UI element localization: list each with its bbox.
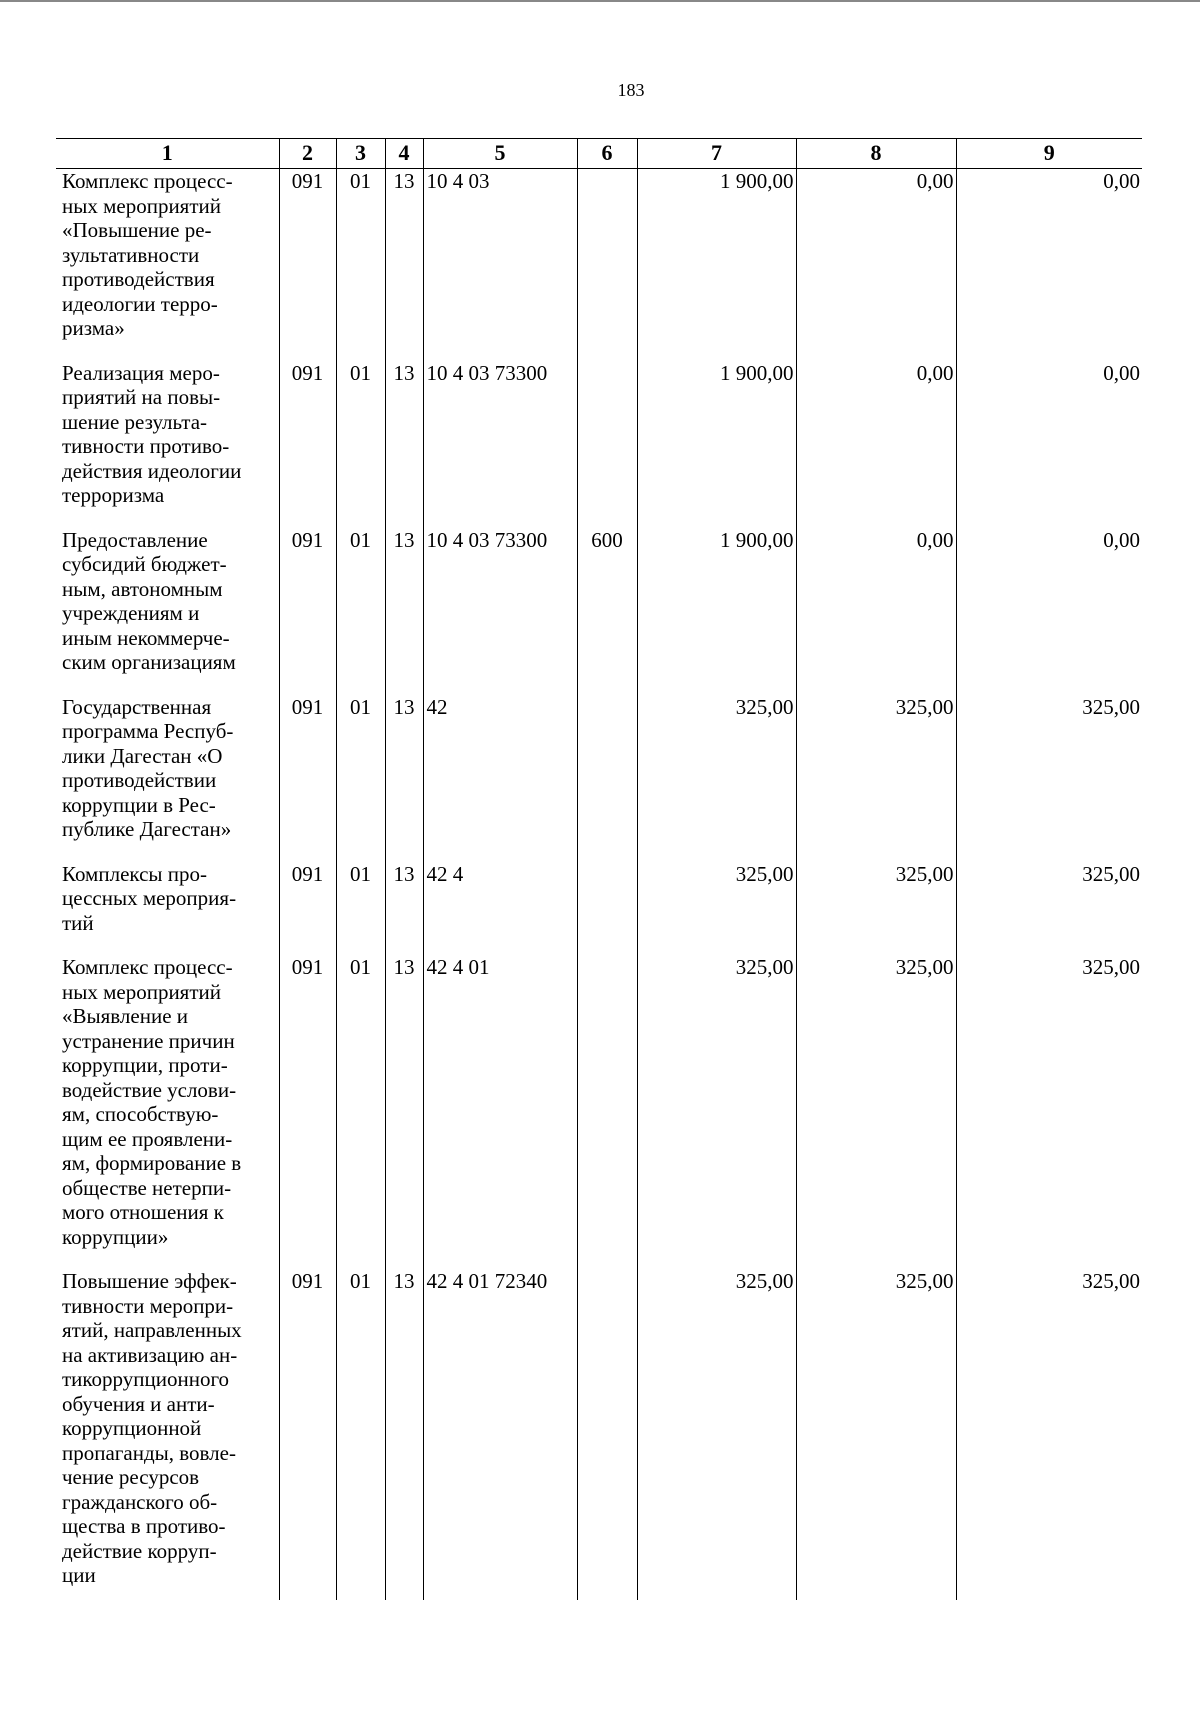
amount-col9-cell: 325,00 bbox=[956, 955, 1142, 1269]
target-article-cell: 42 4 01 72340 bbox=[423, 1269, 577, 1600]
row-name-line: терроризма bbox=[62, 483, 165, 507]
amount-col7-cell: 325,00 bbox=[637, 695, 796, 862]
table-row bbox=[56, 528, 1142, 695]
amount-col9-cell: 0,00 bbox=[956, 528, 1142, 695]
row-name-line: ским организациям bbox=[62, 650, 236, 674]
row-name-line: Повышение эффек- bbox=[62, 1269, 237, 1293]
row-name-line: щим ее проявлени- bbox=[62, 1126, 233, 1151]
row-name-line: лики Дагестан «О bbox=[62, 743, 223, 768]
table-row bbox=[56, 361, 1142, 528]
row-name-line: ных мероприятий bbox=[62, 193, 221, 218]
row-name-line: пропаганды, вовле- bbox=[62, 1440, 236, 1465]
expense-type-cell bbox=[577, 955, 637, 1269]
subsection-code-cell: 13 bbox=[385, 169, 423, 361]
amount-col7-cell: 325,00 bbox=[637, 1269, 796, 1600]
row-name-line: субсидий бюджет- bbox=[62, 552, 227, 576]
row-name-line: идеологии терро- bbox=[62, 291, 218, 316]
section-code-cell: 01 bbox=[336, 695, 385, 862]
row-name-line: шение результа- bbox=[62, 409, 208, 434]
ministry-code-cell: 091 bbox=[279, 955, 336, 1269]
ministry-code-cell: 091 bbox=[279, 169, 336, 361]
budget-table bbox=[56, 138, 1142, 1600]
row-name-line: действие корруп- bbox=[62, 1538, 217, 1563]
row-name-cell bbox=[56, 955, 279, 1269]
header-cell-7: 7 bbox=[637, 139, 796, 169]
row-name-line: учреждениям и bbox=[62, 601, 200, 625]
amount-col9-cell: 325,00 bbox=[956, 862, 1142, 956]
row-name-line: цессных мероприя- bbox=[62, 886, 237, 910]
table-row bbox=[56, 695, 1142, 862]
section-code-cell: 01 bbox=[336, 169, 385, 361]
amount-col9-cell: 325,00 bbox=[956, 1269, 1142, 1600]
row-name-line: зультативности bbox=[62, 242, 200, 267]
header-cell-3: 3 bbox=[336, 139, 385, 169]
row-name-line: Предоставление bbox=[62, 527, 208, 552]
row-name-line: Комплекс процесс- bbox=[62, 169, 233, 193]
row-name-line: обществе нетерпи- bbox=[62, 1175, 232, 1200]
header-cell-6: 6 bbox=[577, 139, 637, 169]
ministry-code-cell: 091 bbox=[279, 528, 336, 695]
row-name-cell bbox=[56, 528, 279, 695]
subsection-code-cell: 13 bbox=[385, 695, 423, 862]
top-border-line bbox=[0, 0, 1200, 2]
table-row bbox=[56, 169, 1142, 361]
row-name-line: Реализация меро- bbox=[62, 360, 220, 385]
row-name-cell bbox=[56, 862, 279, 956]
row-name-line: противодействия bbox=[62, 267, 215, 291]
amount-col9-cell: 0,00 bbox=[956, 361, 1142, 528]
amount-col8-cell: 0,00 bbox=[796, 528, 956, 695]
row-name-line: коррупции в Рес- bbox=[62, 792, 216, 817]
row-name-line: водействие услови- bbox=[62, 1077, 237, 1102]
row-name-cell bbox=[56, 361, 279, 528]
expense-type-cell bbox=[577, 169, 637, 361]
target-article-cell: 42 bbox=[423, 695, 577, 862]
subsection-code-cell: 13 bbox=[385, 862, 423, 956]
row-name-cell bbox=[56, 695, 279, 862]
ministry-code-cell: 091 bbox=[279, 862, 336, 956]
expense-type-cell bbox=[577, 1269, 637, 1600]
expense-type-cell bbox=[577, 862, 637, 956]
row-name-line: коррупции» bbox=[62, 1224, 169, 1249]
target-article-cell: 42 4 01 bbox=[423, 955, 577, 1269]
page-number: 183 bbox=[617, 80, 645, 100]
amount-col7-cell: 325,00 bbox=[637, 955, 796, 1269]
target-article-cell: 10 4 03 73300 bbox=[423, 361, 577, 528]
section-code-cell: 01 bbox=[336, 361, 385, 528]
row-name-line: ных мероприятий bbox=[62, 979, 221, 1004]
table-body bbox=[56, 169, 1142, 1600]
row-name-line: приятий на повы- bbox=[62, 385, 221, 409]
row-name-line: коррупционной bbox=[62, 1416, 202, 1440]
amount-col7-cell: 1 900,00 bbox=[637, 528, 796, 695]
row-name-line: программа Респуб- bbox=[62, 719, 234, 743]
expense-type-cell: 600 bbox=[577, 528, 637, 695]
row-name-line: устранение причин bbox=[62, 1028, 235, 1053]
header-cell-1: 1 bbox=[56, 139, 279, 169]
subsection-code-cell: 13 bbox=[385, 955, 423, 1269]
row-name-line: тикоррупционного bbox=[62, 1367, 230, 1391]
amount-col7-cell: 1 900,00 bbox=[637, 169, 796, 361]
table-row bbox=[56, 1269, 1142, 1600]
section-code-cell: 01 bbox=[336, 862, 385, 956]
table-row bbox=[56, 955, 1142, 1269]
amount-col8-cell: 0,00 bbox=[796, 361, 956, 528]
row-name-line: обучения и анти- bbox=[62, 1391, 215, 1416]
amount-col9-cell: 0,00 bbox=[956, 169, 1142, 361]
header-cell-5: 5 bbox=[423, 139, 577, 169]
row-name-line: ям, формирование в bbox=[62, 1151, 242, 1175]
expense-type-cell bbox=[577, 361, 637, 528]
row-name-line: тивности меропри- bbox=[62, 1293, 234, 1318]
amount-col7-cell: 325,00 bbox=[637, 862, 796, 956]
row-name-line: Комплексы про- bbox=[62, 861, 207, 886]
header-cell-9: 9 bbox=[956, 139, 1142, 169]
target-article-cell: 10 4 03 73300 bbox=[423, 528, 577, 695]
header-cell-8: 8 bbox=[796, 139, 956, 169]
amount-col8-cell: 325,00 bbox=[796, 955, 956, 1269]
row-name-line: тивности противо- bbox=[62, 434, 230, 458]
row-name-line: ным, автономным bbox=[62, 576, 223, 601]
row-name-line: тий bbox=[62, 910, 94, 935]
amount-col8-cell: 325,00 bbox=[796, 862, 956, 956]
row-name-line: ятий, направленных bbox=[62, 1318, 242, 1342]
row-name-line: «Выявление и bbox=[62, 1004, 188, 1028]
row-name-line: чение ресурсов bbox=[62, 1465, 200, 1489]
row-name-line: ции bbox=[62, 1563, 96, 1587]
row-name-cell bbox=[56, 169, 279, 361]
row-name-line: противодействии bbox=[62, 768, 217, 792]
ministry-code-cell: 091 bbox=[279, 1269, 336, 1600]
subsection-code-cell: 13 bbox=[385, 361, 423, 528]
row-name-line: на активизацию ан- bbox=[62, 1342, 238, 1367]
row-name-line: публике Дагестан» bbox=[62, 817, 232, 841]
row-name-line: ям, способствую- bbox=[62, 1102, 219, 1126]
row-name-line: коррупции, проти- bbox=[62, 1053, 228, 1077]
ministry-code-cell: 091 bbox=[279, 695, 336, 862]
amount-col8-cell: 0,00 bbox=[796, 169, 956, 361]
row-name-line: мого отношения к bbox=[62, 1200, 224, 1224]
row-name-line: Комплекс процесс- bbox=[62, 955, 233, 979]
row-name-cell bbox=[56, 1269, 279, 1600]
row-name-line: «Повышение ре- bbox=[62, 218, 212, 242]
row-name-line: Государственная bbox=[62, 694, 212, 719]
section-code-cell: 01 bbox=[336, 955, 385, 1269]
row-name-line: действия идеологии bbox=[62, 458, 242, 483]
target-article-cell: 10 4 03 bbox=[423, 169, 577, 361]
amount-col8-cell: 325,00 bbox=[796, 1269, 956, 1600]
expense-type-cell bbox=[577, 695, 637, 862]
target-article-cell: 42 4 bbox=[423, 862, 577, 956]
table-row bbox=[56, 862, 1142, 956]
row-name-line: иным некоммерче- bbox=[62, 625, 230, 650]
header-row bbox=[56, 139, 1142, 169]
header-cell-2: 2 bbox=[279, 139, 336, 169]
row-name-line: гражданского об- bbox=[62, 1489, 218, 1514]
amount-col9-cell: 325,00 bbox=[956, 695, 1142, 862]
section-code-cell: 01 bbox=[336, 1269, 385, 1600]
row-name-line: щества в противо- bbox=[62, 1514, 226, 1538]
section-code-cell: 01 bbox=[336, 528, 385, 695]
amount-col8-cell: 325,00 bbox=[796, 695, 956, 862]
ministry-code-cell: 091 bbox=[279, 361, 336, 528]
subsection-code-cell: 13 bbox=[385, 528, 423, 695]
amount-col7-cell: 1 900,00 bbox=[637, 361, 796, 528]
subsection-code-cell: 13 bbox=[385, 1269, 423, 1600]
row-name-line: ризма» bbox=[62, 316, 125, 340]
header-cell-4: 4 bbox=[385, 139, 423, 169]
